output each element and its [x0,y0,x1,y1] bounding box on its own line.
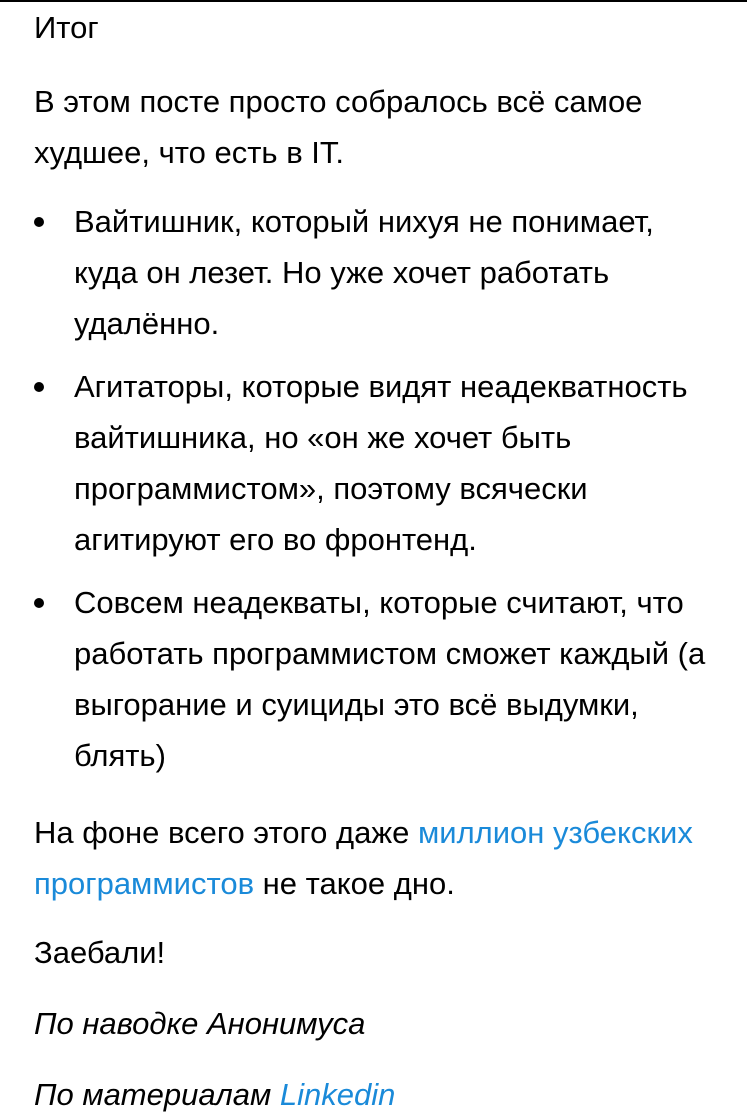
conclusion-text-before: На фоне всего этого даже [34,815,418,850]
list-item-text: Агитаторы, которые видят неадекватность вайтишника, но «он же хочет быть программистом», поэтому всячески агитируют его во фронтенд. [74,369,688,557]
linkedin-link[interactable]: Linkedin [279,1077,396,1112]
list-item [34,577,724,781]
list-item-text: Совсем неадекваты, которые считают, что работать программистом сможет каждый (а выгорание и суициды это всё выдумки, блять) [74,585,706,773]
conclusion-text-after: не такое дно. [254,866,455,901]
source-line [34,1069,724,1120]
exclamation-text: Заебали! [34,935,166,970]
credit-text: По наводке Анонимуса [34,1006,366,1041]
bullet-icon [34,382,44,392]
list-item [34,361,724,565]
conclusion-paragraph [34,807,724,909]
intro-paragraph: В этом посте просто собралось всё самое худшее, что есть в IT. [34,84,643,170]
bullet-icon [34,598,44,608]
post-body [34,0,724,1120]
list-item [34,196,724,349]
bullet-list [34,196,724,781]
uzbek-programmers-link[interactable]: миллион узбекских программистов [34,815,693,901]
post-heading: Итог [34,10,99,45]
list-item-text: Вайтишник, который нихуя не понимает, куда он лезет. Но уже хочет работать удалённо. [74,204,654,341]
bullet-icon [34,217,44,227]
source-prefix: По материалам [34,1077,280,1112]
